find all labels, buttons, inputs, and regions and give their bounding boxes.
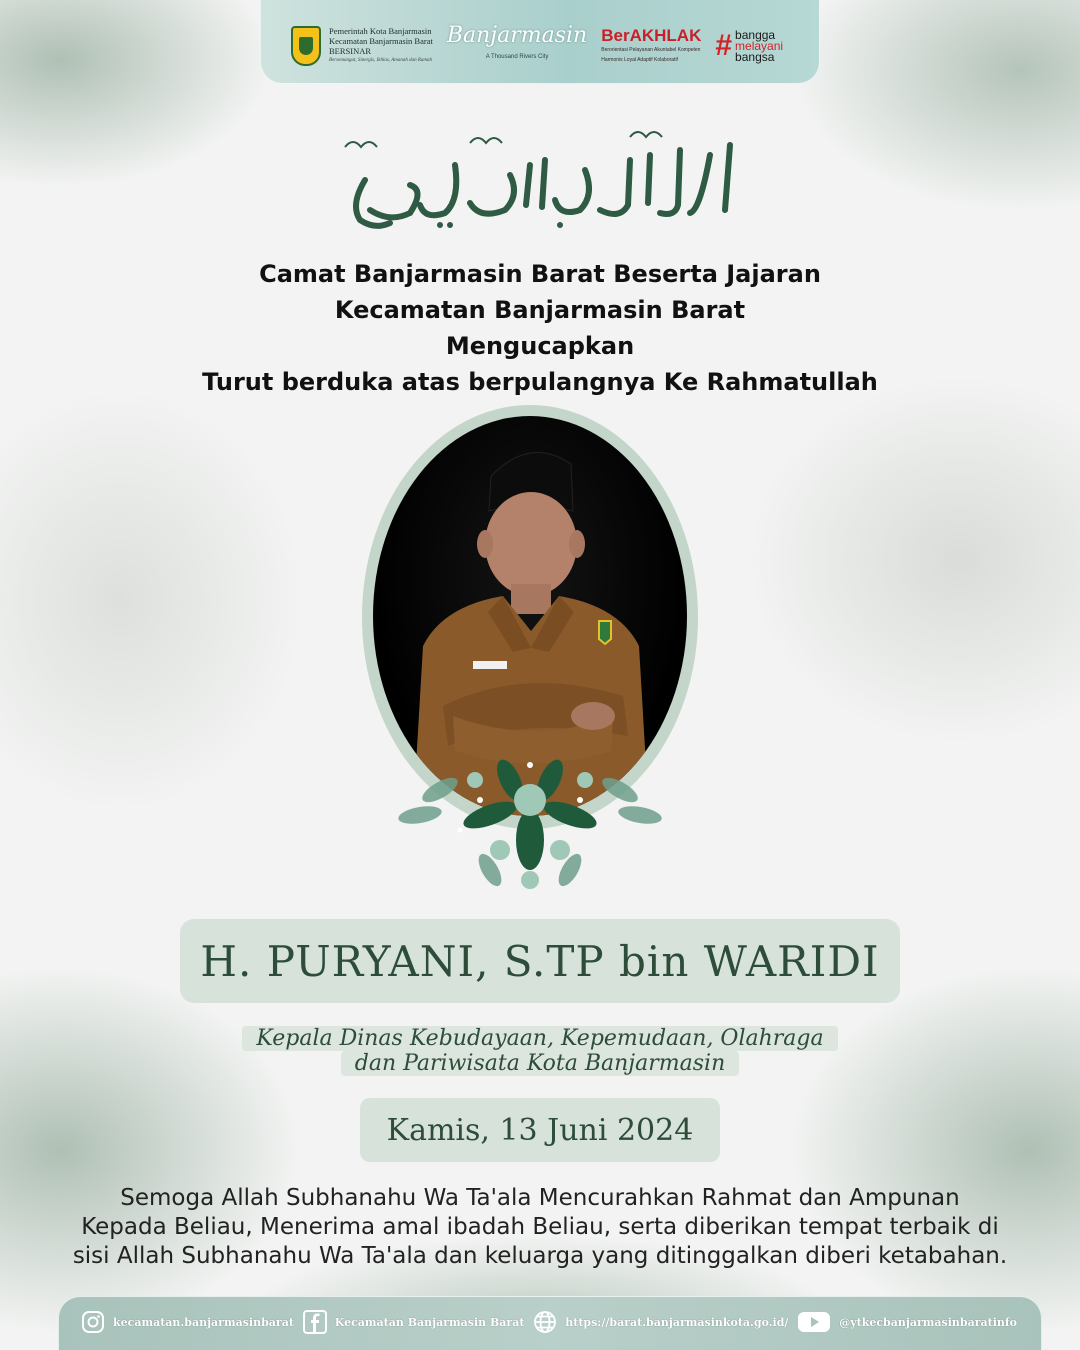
website-url: https://barat.banjarmasinkota.go.id/ — [565, 1315, 789, 1329]
facebook-page: Kecamatan Banjarmasin Barat — [334, 1315, 525, 1329]
city-logo — [291, 26, 433, 66]
instagram-handle: kecamatan.banjarmasinbarat — [113, 1315, 294, 1329]
berakhlak-text: BerAKHLAK — [601, 26, 702, 45]
position-text — [0, 1026, 1080, 1076]
city-line-1: Pemerintah Kota Banjarmasin — [329, 26, 432, 36]
globe-icon — [533, 1310, 557, 1334]
berakhlak-small-2: Harmonis Loyal Adaptif Kolaboratif — [601, 57, 678, 63]
berakhlak-logo — [601, 27, 701, 65]
deceased-name: H. PURYANI, S.TP bin WARIDI — [200, 936, 880, 986]
intro-line-4: Turut berduka atas berpulangnya Ke Rahmatullah — [202, 368, 878, 396]
bangga-word-2: melayani — [735, 38, 784, 53]
floral-decoration-icon — [380, 720, 680, 920]
banjarmasin-tagline: A Thousand Rivers City — [485, 53, 549, 60]
intro-line-2: Kecamatan Banjarmasin Barat — [334, 296, 746, 324]
berakhlak-small-1: Berorientasi Pelayanan Akuntabel Kompeten — [601, 47, 701, 53]
instagram-icon — [81, 1310, 105, 1334]
youtube-link[interactable] — [797, 1310, 1017, 1334]
prayer-line-1: Semoga Allah Subhanahu Wa Ta'ala Mencurahkan Rahmat dan Ampunan — [120, 1185, 960, 1211]
city-line-3: BERSINAR — [329, 46, 372, 56]
city-line-2: Kecamatan Banjarmasin Barat — [329, 36, 433, 46]
prayer-line-3: sisi Allah Subhanahu Wa Ta'ala dan keluarga yang ditinggalkan diberi ketabahan. — [72, 1243, 1008, 1269]
date-text: Kamis, 13 Juni 2024 — [386, 1112, 694, 1148]
banjarmasin-logo — [446, 22, 588, 66]
facebook-link[interactable] — [303, 1310, 525, 1334]
coat-of-arms-icon — [291, 26, 321, 66]
header-logo-bar — [260, 0, 820, 84]
intro-text — [0, 256, 1080, 400]
bangga-word-1: bangga — [735, 27, 776, 42]
position-line-1: Kepala Dinas Kebudayaan, Kepemudaan, Olahraga — [242, 1026, 837, 1051]
prayer-line-2: Kepada Beliau, Menerima amal ibadah Beliau, serta diberikan tempat terbaik di — [81, 1214, 999, 1240]
prayer-text — [20, 1184, 1060, 1271]
bangga-melayani-logo — [715, 27, 784, 64]
date-panel — [360, 1098, 720, 1162]
calligraphy-icon — [330, 125, 750, 235]
intro-line-3: Mengucapkan — [445, 332, 635, 360]
footer-social-bar — [58, 1296, 1042, 1350]
name-panel — [180, 919, 900, 1003]
youtube-icon — [797, 1310, 831, 1334]
position-line-2: dan Pariwisata Kota Banjarmasin — [341, 1051, 740, 1076]
facebook-icon — [303, 1310, 327, 1334]
banjarmasin-logo-text: Banjarmasin — [446, 22, 588, 48]
bangga-word-3: bangsa — [735, 49, 775, 64]
youtube-handle: @ytkecbanjarmasinbaratinfo — [839, 1315, 1017, 1329]
instagram-link[interactable] — [81, 1310, 294, 1334]
website-link[interactable] — [533, 1310, 788, 1334]
city-tagline: Bersemangat, Sinergis, Ikhlas, Amanah dan Ramah — [329, 58, 433, 63]
hashtag-icon: # — [715, 29, 733, 62]
intro-line-1: Camat Banjarmasin Barat Beserta Jajaran — [259, 260, 821, 288]
